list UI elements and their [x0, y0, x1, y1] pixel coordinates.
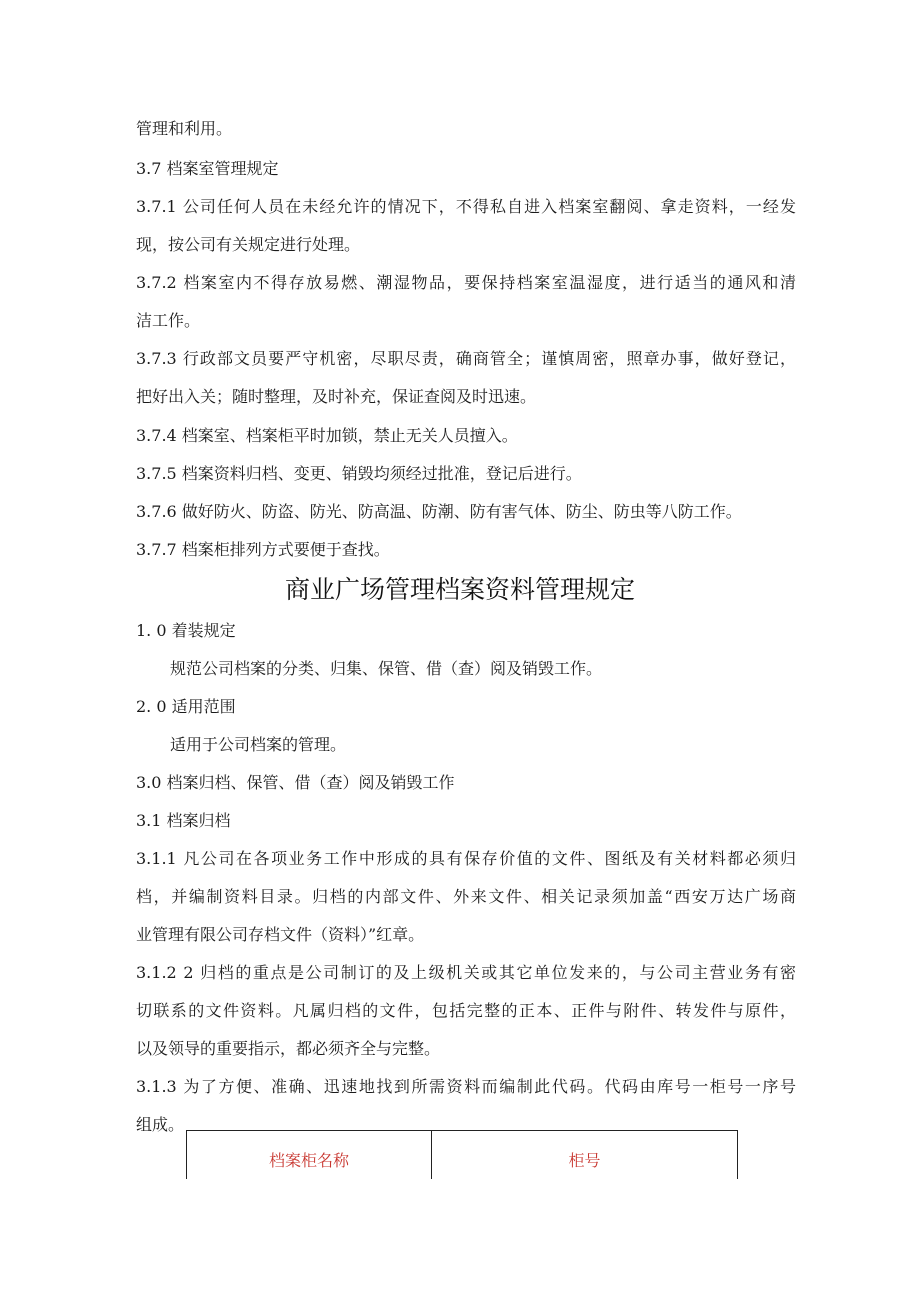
- document-title: 商业广场管理档案资料管理规定: [284, 575, 635, 604]
- paragraph-line: 业管理有限公司存档文件（资料）”红章。: [136, 925, 425, 944]
- paragraph-line: 3.1.1 凡公司在各项业务工作中形成的具有保存价值的文件、图纸及有关材料都必须归: [136, 849, 796, 868]
- table-header-row: [187, 1131, 738, 1180]
- paragraph-line: 档，并编制资料目录。归档的内部文件、外来文件、相关记录须加盖“西安万达广场商: [136, 887, 796, 906]
- paragraph-line: 管理和利用。: [136, 119, 233, 138]
- paragraph-line: 3.1.3 为了方便、准确、迅速地找到所需资料而编制此代码。代码由库号一柜号一序号: [136, 1077, 796, 1096]
- paragraph-line: 组成。: [136, 1115, 185, 1134]
- paragraph-line: 洁工作。: [136, 311, 201, 330]
- paragraph-line: 把好出入关；随时整理，及时补充，保证查阅及时迅速。: [136, 387, 537, 406]
- paragraph-line: 3.7.3 行政部文员要严守机密，尽职尽责，确商管全；谨慎周密，照章办事，做好登记，: [136, 349, 796, 368]
- paragraph-line: 3.7.1 公司任何人员在未经允许的情况下，不得私自进入档案室翻阅、拿走资料，一经发: [136, 197, 796, 216]
- paragraph-line: 3.7.5 档案资料归档、变更、销毁均须经过批准，登记后进行。: [136, 464, 582, 483]
- section-heading: 3.1 档案归档: [136, 811, 231, 830]
- header-cabinet-number: 柜号: [432, 1131, 738, 1180]
- paragraph-line: 切联系的文件资料。凡属归档的文件，包括完整的正本、正件与附件、转发件与原件，: [136, 1001, 796, 1020]
- paragraph-line: 3.7.4 档案室、档案柜平时加锁，禁止无关人员擅入。: [136, 426, 518, 445]
- section-heading: 3.0 档案归档、保管、借（查）阅及销毁工作: [136, 773, 455, 792]
- section-heading: 1. 0 着装规定: [136, 621, 236, 640]
- paragraph-line: 3.1.2 2 归档的重点是公司制订的及上级机关或其它单位发来的，与公司主营业务有密: [136, 963, 796, 982]
- header-cabinet-name: 档案柜名称: [187, 1131, 432, 1180]
- section-heading: 2. 0 适用范围: [136, 697, 236, 716]
- paragraph-line: 规范公司档案的分类、归集、保管、借（查）阅及销毁工作。: [170, 659, 603, 678]
- section-heading: 3.7 档案室管理规定: [136, 159, 279, 178]
- paragraph-line: 现，按公司有关规定进行处理。: [136, 235, 361, 254]
- paragraph-line: 适用于公司档案的管理。: [170, 735, 347, 754]
- paragraph-line: 3.7.7 档案柜排列方式要便于查找。: [136, 540, 390, 559]
- cabinet-table: [186, 1130, 738, 1179]
- paragraph-line: 3.7.6 做好防火、防盗、防光、防高温、防潮、防有害气体、防尘、防虫等八防工作。: [136, 502, 742, 521]
- paragraph-line: 以及领导的重要指示，都必须齐全与完整。: [136, 1039, 441, 1058]
- paragraph-line: 3.7.2 档案室内不得存放易燃、潮湿物品，要保持档案室温湿度，进行适当的通风和清: [136, 273, 796, 292]
